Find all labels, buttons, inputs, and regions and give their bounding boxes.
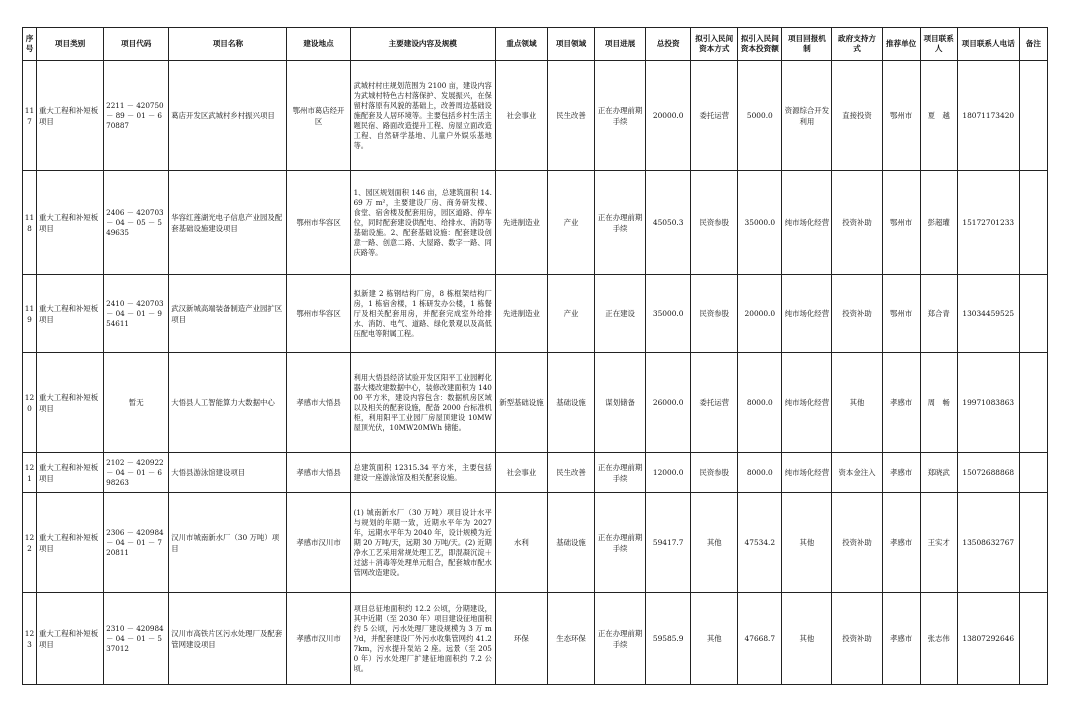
support-cell: 直接投资 xyxy=(832,61,882,171)
code-cell: 2406 － 420703 － 04 － 05 － 549635 xyxy=(104,171,169,275)
key-field-cell: 社会事业 xyxy=(495,61,547,171)
code-cell: 2310 － 420984 － 04 － 01 － 537012 xyxy=(104,593,169,685)
support-cell: 投资补助 xyxy=(832,275,882,353)
content-cell: 武城村村庄规划范围为 2100 亩，建设内容为武城村特色古村落保护、发展振兴，在保留村落原有风貌的基础上，改善周边基础设施配套及人居环境等。主要包括乡村生活主题民宿、路面改造提升工程、房屋立面改造工程、自然研学基地、儿童户外娱乐基地等。 xyxy=(350,61,495,171)
header-cell: 主要建设内容及规模 xyxy=(350,28,495,61)
seq-cell: 121 xyxy=(23,453,37,493)
unit-cell: 孝感市 xyxy=(882,593,920,685)
private-amount-cell: 20000.0 xyxy=(738,275,782,353)
total-cell: 35000.0 xyxy=(646,275,691,353)
contact-cell: 夏 越 xyxy=(920,61,957,171)
content-cell: (1) 城南新水厂（30 万吨）项目设计水平与规划的年期一致，近期水平年为 2027 年，远期水平年为 2040 年，设计规模为近期 20 万吨/天，远期 30 万吨/天。(2) 近期净水工艺采用常规处理工艺，即混凝沉淀＋过滤＋消毒等处理单元组合，配套城市配水管网改造建设。 xyxy=(350,493,495,593)
support-cell: 投资补助 xyxy=(832,593,882,685)
table-row xyxy=(23,493,1048,593)
header-cell: 项目代码 xyxy=(104,28,169,61)
return-cell: 纯市场化经营 xyxy=(782,453,832,493)
field-cell: 基础设施 xyxy=(547,493,594,593)
support-cell: 投资补助 xyxy=(832,493,882,593)
unit-cell: 鄂州市 xyxy=(882,275,920,353)
phone-cell: 13034459525 xyxy=(957,275,1019,353)
unit-cell: 鄂州市 xyxy=(882,171,920,275)
content-cell: 拟新建 2 栋钢结构厂房，8 栋框架结构厂房，1 栋宿舍楼，1 栋研发办公楼，1 栋餐厅及相关配套用房，并配套完成室外给排水、消防、电气、道路、绿化景观以及高低压配电等附属工程。 xyxy=(350,275,495,353)
content-cell: 项目总征地面积约 12.2 公顷，分期建设，其中近期（至 2030 年）项目建设征地面积约 5 公顷，污水处理厂建设规模为 3 万 m³/d，并配套建设厂外污水收集管网约 41.27km，污水提升泵站 2 座。远景（至 2050 年）污水处理厂扩建征地面积约 7.2 公顷。 xyxy=(350,593,495,685)
seq-cell: 123 xyxy=(23,593,37,685)
header-cell: 建设地点 xyxy=(287,28,350,61)
header-cell: 项目联系人 xyxy=(920,28,957,61)
phone-cell: 19971083863 xyxy=(957,353,1019,453)
category-cell: 重大工程和补短板项目 xyxy=(37,493,104,593)
header-cell: 项目名称 xyxy=(169,28,287,61)
method-cell: 其他 xyxy=(691,593,738,685)
name-cell: 大悟县人工智能算力大数据中心 xyxy=(169,353,287,453)
table-row xyxy=(23,171,1048,275)
content-cell: 利用大悟县经济试验开发区阳平工业园孵化器大楼改建数据中心，装修改建面积为 14000 平方米，建设内容包含：数据机房区域以及相关的配套设施，配备 2000 台标准机柜，利用阳平工业园厂房屋顶建设 10MW 屋顶光伏，10MW20MWh 储能。 xyxy=(350,353,495,453)
phone-cell: 18071173420 xyxy=(957,61,1019,171)
total-cell: 59417.7 xyxy=(646,493,691,593)
method-cell: 民资参股 xyxy=(691,275,738,353)
code-cell: 暂无 xyxy=(104,353,169,453)
location-cell: 鄂州市葛店经开区 xyxy=(287,61,350,171)
contact-cell: 周 畅 xyxy=(920,353,957,453)
progress-cell: 正在建设 xyxy=(595,275,646,353)
return-cell: 其他 xyxy=(782,493,832,593)
field-cell: 民生改善 xyxy=(547,61,594,171)
content-cell: 1、园区规划面积 146 亩，总建筑面积 14.69 万 m²，主要建设厂房、商务研发楼、食堂、宿舍楼及配套用房，园区道路、停车位，同时配套建设供配电、给排水、消防等基础设施。2、配套基础设施：配套建设创意一路、创意二路、大屋路、数字一路、同庆路等。 xyxy=(350,171,495,275)
name-cell: 汉川市高铁片区污水处理厂及配套管网建设项目 xyxy=(169,593,287,685)
seq-cell: 119 xyxy=(23,275,37,353)
note-cell xyxy=(1019,171,1047,275)
name-cell: 武汉新城高端装备制造产业园扩区项目 xyxy=(169,275,287,353)
note-cell xyxy=(1019,593,1047,685)
private-amount-cell: 8000.0 xyxy=(738,453,782,493)
header-cell: 总投资 xyxy=(646,28,691,61)
unit-cell: 孝感市 xyxy=(882,453,920,493)
code-cell: 2211 － 420750 － 89 － 01 － 670887 xyxy=(104,61,169,171)
category-cell: 重大工程和补短板项目 xyxy=(37,453,104,493)
contact-cell: 王实才 xyxy=(920,493,957,593)
project-table xyxy=(22,27,1048,685)
unit-cell: 孝感市 xyxy=(882,493,920,593)
total-cell: 59585.9 xyxy=(646,593,691,685)
field-cell: 产业 xyxy=(547,171,594,275)
seq-cell: 120 xyxy=(23,353,37,453)
header-cell: 备注 xyxy=(1019,28,1047,61)
return-cell: 资源综合开发利用 xyxy=(782,61,832,171)
table-row xyxy=(23,61,1048,171)
header-cell: 序号 xyxy=(23,28,37,61)
header-cell: 项目领域 xyxy=(547,28,594,61)
header-cell: 政府支持方式 xyxy=(832,28,882,61)
field-cell: 基础设施 xyxy=(547,353,594,453)
private-amount-cell: 5000.0 xyxy=(738,61,782,171)
field-cell: 产业 xyxy=(547,275,594,353)
project-table-page xyxy=(22,27,1048,685)
table-row xyxy=(23,353,1048,453)
location-cell: 孝感市大悟县 xyxy=(287,353,350,453)
return-cell: 纯市场化经营 xyxy=(782,353,832,453)
header-row xyxy=(23,28,1048,61)
key-field-cell: 水利 xyxy=(495,493,547,593)
total-cell: 20000.0 xyxy=(646,61,691,171)
private-amount-cell: 47668.7 xyxy=(738,593,782,685)
content-cell: 总建筑面积 12315.34 平方米，主要包括建设一座游泳馆及相关配套设施。 xyxy=(350,453,495,493)
header-cell: 推荐单位 xyxy=(882,28,920,61)
category-cell: 重大工程和补短板项目 xyxy=(37,275,104,353)
phone-cell: 15072688868 xyxy=(957,453,1019,493)
key-field-cell: 社会事业 xyxy=(495,453,547,493)
key-field-cell: 先进制造业 xyxy=(495,171,547,275)
category-cell: 重大工程和补短板项目 xyxy=(37,353,104,453)
seq-cell: 118 xyxy=(23,171,37,275)
method-cell: 委托运营 xyxy=(691,353,738,453)
note-cell xyxy=(1019,493,1047,593)
contact-cell: 张志伟 xyxy=(920,593,957,685)
total-cell: 26000.0 xyxy=(646,353,691,453)
location-cell: 孝感市汉川市 xyxy=(287,593,350,685)
phone-cell: 13508632767 xyxy=(957,493,1019,593)
method-cell: 民资参股 xyxy=(691,171,738,275)
contact-cell: 郑晓武 xyxy=(920,453,957,493)
category-cell: 重大工程和补短板项目 xyxy=(37,61,104,171)
code-cell: 2410 － 420703 － 04 － 01 － 954611 xyxy=(104,275,169,353)
progress-cell: 正在办理前期手续 xyxy=(595,453,646,493)
category-cell: 重大工程和补短板项目 xyxy=(37,171,104,275)
table-row xyxy=(23,275,1048,353)
location-cell: 鄂州市华容区 xyxy=(287,171,350,275)
private-amount-cell: 8000.0 xyxy=(738,353,782,453)
return-cell: 纯市场化经营 xyxy=(782,171,832,275)
contact-cell: 郑合青 xyxy=(920,275,957,353)
header-cell: 项目进展 xyxy=(595,28,646,61)
category-cell: 重大工程和补短板项目 xyxy=(37,593,104,685)
private-amount-cell: 47534.2 xyxy=(738,493,782,593)
method-cell: 其他 xyxy=(691,493,738,593)
field-cell: 生态环保 xyxy=(547,593,594,685)
return-cell: 纯市场化经营 xyxy=(782,275,832,353)
unit-cell: 孝感市 xyxy=(882,353,920,453)
name-cell: 葛店开发区武城村乡村振兴项目 xyxy=(169,61,287,171)
note-cell xyxy=(1019,275,1047,353)
header-cell: 重点领域 xyxy=(495,28,547,61)
field-cell: 民生改善 xyxy=(547,453,594,493)
private-amount-cell: 35000.0 xyxy=(738,171,782,275)
phone-cell: 13807292646 xyxy=(957,593,1019,685)
key-field-cell: 新型基础设施 xyxy=(495,353,547,453)
seq-cell: 122 xyxy=(23,493,37,593)
name-cell: 汉川市城南新水厂（30 万吨）项目 xyxy=(169,493,287,593)
name-cell: 华容红莲湖光电子信息产业园及配套基础设施建设项目 xyxy=(169,171,287,275)
contact-cell: 彭超瓘 xyxy=(920,171,957,275)
progress-cell: 正在办理前期手续 xyxy=(595,171,646,275)
progress-cell: 正在办理前期手续 xyxy=(595,493,646,593)
support-cell: 投资补助 xyxy=(832,171,882,275)
return-cell: 其他 xyxy=(782,593,832,685)
method-cell: 民资参股 xyxy=(691,453,738,493)
location-cell: 孝感市大悟县 xyxy=(287,453,350,493)
progress-cell: 正在办理前期手续 xyxy=(595,61,646,171)
location-cell: 鄂州市华容区 xyxy=(287,275,350,353)
support-cell: 其他 xyxy=(832,353,882,453)
method-cell: 委托运营 xyxy=(691,61,738,171)
header-cell: 拟引入民间资本方式 xyxy=(691,28,738,61)
support-cell: 资本金注入 xyxy=(832,453,882,493)
progress-cell: 谋划储备 xyxy=(595,353,646,453)
header-cell: 项目联系人电话 xyxy=(957,28,1019,61)
seq-cell: 117 xyxy=(23,61,37,171)
header-cell: 项目回报机制 xyxy=(782,28,832,61)
note-cell xyxy=(1019,453,1047,493)
total-cell: 45050.3 xyxy=(646,171,691,275)
name-cell: 大悟县游泳馆建设项目 xyxy=(169,453,287,493)
key-field-cell: 环保 xyxy=(495,593,547,685)
total-cell: 12000.0 xyxy=(646,453,691,493)
phone-cell: 15172701233 xyxy=(957,171,1019,275)
code-cell: 2306 － 420984 － 04 － 01 － 720811 xyxy=(104,493,169,593)
header-cell: 项目类别 xyxy=(37,28,104,61)
key-field-cell: 先进制造业 xyxy=(495,275,547,353)
location-cell: 孝感市汉川市 xyxy=(287,493,350,593)
progress-cell: 正在办理前期手续 xyxy=(595,593,646,685)
table-row xyxy=(23,593,1048,685)
code-cell: 2102 － 420922 － 04 － 01 － 698263 xyxy=(104,453,169,493)
table-row xyxy=(23,453,1048,493)
note-cell xyxy=(1019,61,1047,171)
unit-cell: 鄂州市 xyxy=(882,61,920,171)
header-cell: 拟引入民间资本投资额 xyxy=(738,28,782,61)
note-cell xyxy=(1019,353,1047,453)
